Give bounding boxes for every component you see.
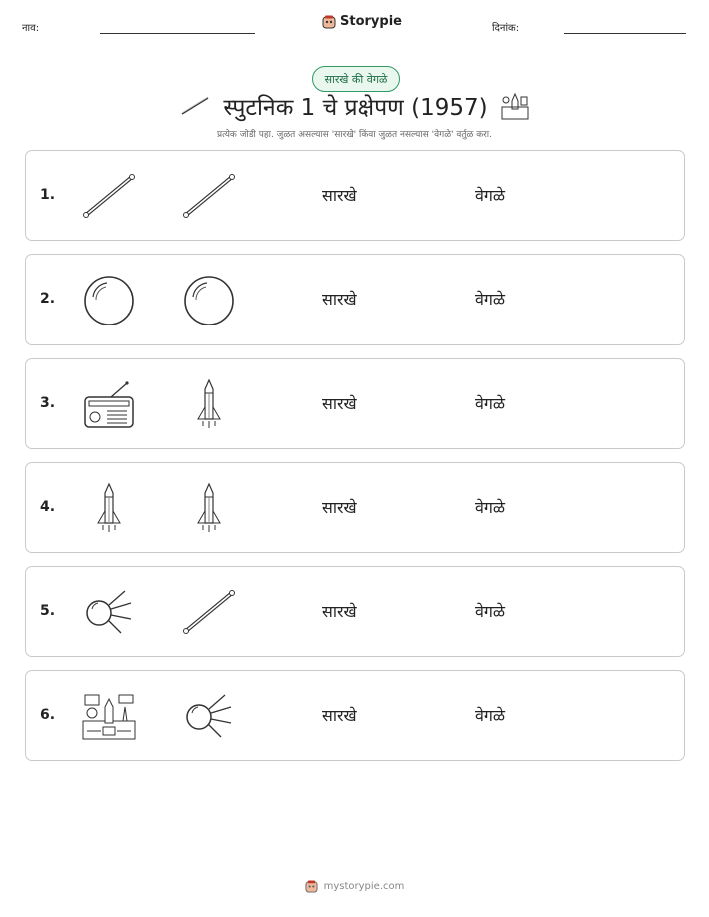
storypie-mascot-icon xyxy=(305,880,318,893)
date-label: दिनांक: xyxy=(492,23,520,34)
rocket-icon xyxy=(181,483,237,533)
option-different[interactable]: वेगळे xyxy=(475,602,506,621)
question-row xyxy=(25,150,685,241)
question-row xyxy=(25,670,685,761)
launch-scene-icon xyxy=(81,691,137,741)
antenna-icon xyxy=(81,171,137,221)
question-list xyxy=(25,150,685,774)
date-field-line[interactable] xyxy=(564,33,686,34)
option-different[interactable]: वेगळे xyxy=(475,498,506,517)
page-title: स्पुटनिक 1 चे प्रक्षेपण (1957) xyxy=(223,95,488,121)
name-field-line[interactable] xyxy=(100,33,255,34)
option-different[interactable]: वेगळे xyxy=(475,706,506,725)
title-row xyxy=(0,90,709,122)
antenna-icon xyxy=(181,587,237,637)
option-same[interactable]: सारखे xyxy=(322,498,357,517)
radio-icon xyxy=(81,379,137,429)
option-different[interactable]: वेगळे xyxy=(475,394,506,413)
question-row xyxy=(25,566,685,657)
question-number: 3. xyxy=(40,395,56,411)
footer xyxy=(0,880,709,893)
brand-logo xyxy=(322,14,402,29)
option-different[interactable]: वेगळे xyxy=(475,290,506,309)
rocket-icon xyxy=(181,379,237,429)
option-different[interactable]: वेगळे xyxy=(475,186,506,205)
option-same[interactable]: सारखे xyxy=(322,602,357,621)
option-same[interactable]: सारखे xyxy=(322,706,357,725)
question-number: 4. xyxy=(40,499,56,515)
name-label: नाव: xyxy=(22,23,40,34)
question-number: 5. xyxy=(40,603,56,619)
footer-url: mystorypie.com xyxy=(323,881,405,892)
sphere-icon xyxy=(181,275,237,325)
launch-scene-icon xyxy=(500,91,530,121)
option-same[interactable]: सारखे xyxy=(322,186,357,205)
question-number: 6. xyxy=(40,707,56,723)
brand-name: Storypie xyxy=(340,14,402,29)
sputnik-icon xyxy=(181,691,237,741)
rocket-icon xyxy=(81,483,137,533)
worksheet-type-badge: सारखे की वेगळे xyxy=(312,66,400,92)
instructions: प्रत्येक जोडी पहा. जुळत असल्यास 'सारखे' किंवा जुळत नसल्यास 'वेगळे' वर्तुळ करा. xyxy=(216,130,492,140)
sphere-icon xyxy=(81,275,137,325)
option-same[interactable]: सारखे xyxy=(322,290,357,309)
worksheet-header xyxy=(0,14,709,38)
question-row xyxy=(25,254,685,345)
question-row xyxy=(25,462,685,553)
antenna-icon xyxy=(179,96,211,116)
question-row xyxy=(25,358,685,449)
sputnik-icon xyxy=(81,587,137,637)
option-same[interactable]: सारखे xyxy=(322,394,357,413)
antenna-icon xyxy=(181,171,237,221)
question-number: 1. xyxy=(40,187,56,203)
question-number: 2. xyxy=(40,291,56,307)
storypie-mascot-icon xyxy=(322,15,336,29)
